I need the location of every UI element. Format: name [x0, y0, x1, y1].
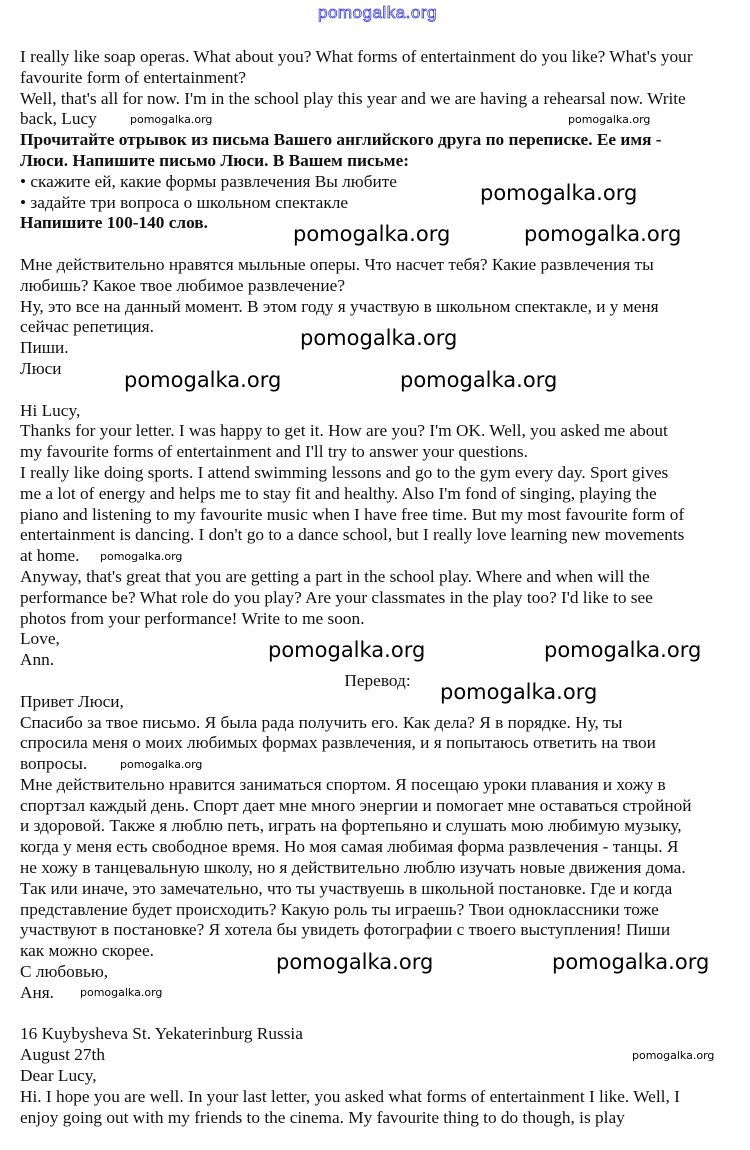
watermark: pomogalka.org	[568, 112, 651, 126]
watermark: pomogalka.org	[552, 950, 710, 975]
text-line: me a lot of energy and helps me to stay fit and healthy. Also I'm fond of singing, playing the	[20, 483, 657, 503]
text-line: photos from your performance! Write to me soon.	[20, 608, 365, 628]
text-line: любишь? Какое твое любимое развлечение?	[20, 275, 346, 295]
text-line: С любовью,	[20, 962, 109, 982]
text-line: Мне действительно нравится заниматься спортом. Я посещаю уроки плавания и хожу в	[20, 774, 666, 794]
text-line: Dear Lucy,	[20, 1066, 97, 1086]
text-line: спросила меня о моих любимых формах развлечения, и я попытаюсь ответить на твои	[20, 733, 656, 753]
watermark: pomogalka.org	[268, 638, 426, 663]
text-line: Anyway, that's great that you are getting a part in the school play. Where and when will the	[20, 566, 650, 586]
text-line: Прочитайте отрывок из письма Вашего английского друга по переписке. Ее имя -	[20, 130, 662, 150]
text-line: Well, that's all for now. I'm in the school play this year and we are having a rehearsal now. Write	[20, 88, 686, 108]
text-line: Love,	[20, 629, 60, 649]
watermark: pomogalka.org	[100, 549, 183, 563]
text-line: Спасибо за твое письмо. Я была рада получить его. Как дела? Я в порядке. Ну, ты	[20, 712, 623, 732]
watermark: pomogalka.org	[400, 367, 558, 392]
text-line: Пиши.	[20, 338, 69, 358]
watermark: pomogalka.org	[124, 367, 282, 392]
text-line: Hi Lucy,	[20, 400, 81, 420]
text-line: piano and listening to my favourite music when I have free time. But my most favourite form of	[20, 504, 685, 524]
watermark: pomogalka.org	[293, 222, 451, 247]
text-line: вопросы.	[20, 754, 88, 774]
watermark: pomogalka.org	[544, 638, 702, 663]
text-line: сейчас репетиция.	[20, 317, 154, 337]
text-line: Ну, это все на данный момент. В этом году я участвую в школьном спектакле, и у меня	[20, 296, 659, 316]
text-line: Аня.	[20, 982, 54, 1002]
text-line: my favourite forms of entertainment and I'll try to answer your questions.	[20, 442, 528, 462]
text-line: • скажите ей, какие формы развлечения Вы любите	[20, 171, 397, 191]
text-line: Перевод:	[344, 670, 411, 690]
text-line: Ann.	[20, 650, 55, 670]
text-line: August 27th	[20, 1045, 105, 1065]
watermark: pomogalka.org	[276, 950, 434, 975]
watermark: pomogalka.org	[480, 180, 638, 205]
text-line: back, Lucy	[20, 109, 97, 129]
watermark: pomogalka.org	[130, 112, 213, 126]
text-line: представление будет происходить? Какую роль ты играешь? Твои одноклассники тоже	[20, 899, 659, 919]
text-line: I really like soap operas. What about you? What forms of entertainment do you like? What's your	[20, 47, 693, 66]
watermark: pomogalka.org	[120, 757, 203, 771]
text-line: enjoy going out with my friends to the cinema. My favourite thing to do though, is play	[20, 1107, 625, 1127]
text-line: Напишите 100-140 слов.	[20, 213, 208, 233]
header-watermark: pomogalka.org	[318, 3, 437, 22]
text-line: Люси. Напишите письмо Люси. В Вашем письме:	[20, 150, 410, 170]
text-line: performance be? What role do you play? Are your classmates in the play too? I'd like to see	[20, 587, 653, 607]
text-line: Люси	[20, 358, 62, 378]
text-line: спортзал каждый день. Спорт дает мне много энергии и помогает мне оставаться стройной	[20, 795, 692, 815]
text-line: и здоровой. Также я люблю петь, играть на фортепьяно и слушать мою любимую музыку,	[20, 816, 682, 836]
watermark: pomogalka.org	[524, 222, 682, 247]
text-line: не хожу в танцевальную школу, но я действительно люблю изучать новые движения дома.	[20, 858, 686, 878]
text-line: • задайте три вопроса о школьном спектакле	[20, 192, 349, 212]
text-line: favourite form of entertainment?	[20, 67, 246, 87]
text-line: Привет Люси,	[20, 691, 124, 711]
text-line: at home.	[20, 546, 80, 566]
text-line: I really like doing sports. I attend swimming lessons and go to the gym every day. Sport gives	[20, 462, 669, 482]
text-line: когда у меня есть свободное время. Но моя самая любимая форма развлечения - танцы. Я	[20, 837, 679, 857]
text-line: entertainment is dancing. I don't go to a dance school, but I really love learning new movements	[20, 525, 685, 545]
text-line: Мне действительно нравятся мыльные оперы. Что насчет тебя? Какие развлечения ты	[20, 254, 654, 274]
text-line: как можно скорее.	[20, 941, 154, 961]
watermark: pomogalka.org	[632, 1048, 715, 1062]
watermark: pomogalka.org	[80, 986, 163, 1000]
text-line: 16 Kuybysheva St. Yekaterinburg Russia	[20, 1024, 303, 1044]
text-line: Thanks for your letter. I was happy to get it. How are you? I'm OK. Well, you asked me about	[20, 421, 668, 441]
watermark: pomogalka.org	[300, 326, 458, 351]
text-line: Так или иначе, это замечательно, что ты участвуешь в школьной постановке. Где и когда	[20, 878, 673, 898]
blank-line	[20, 1004, 735, 1025]
watermark: pomogalka.org	[440, 679, 598, 704]
text-line: Hi. I hope you are well. In your last letter, you asked what forms of entertainment I like. Well, I	[20, 1086, 680, 1106]
text-line: участвуют в постановке? Я хотела бы увидеть фотографии с твоего выступления! Пиши	[20, 920, 671, 940]
